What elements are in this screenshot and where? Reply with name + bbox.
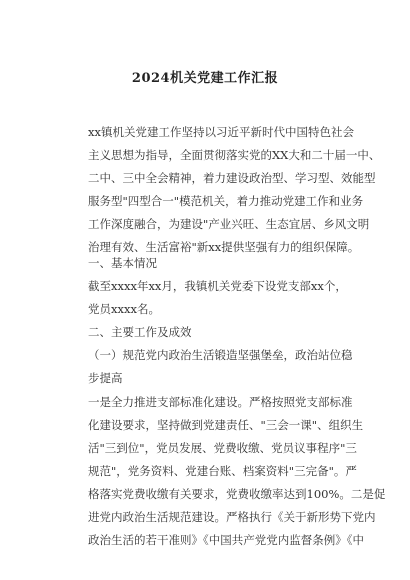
text-line: 化建设要求，坚持做到党建责任、"三会一课"、组织生 [88,418,364,432]
text-line: 主义思想为指导，全面贯彻落实党的XX大和二十届一中、 [88,148,381,162]
heading-line: 二、主要工作及成效 [88,325,192,339]
text-line: xx镇机关党建工作坚持以习近平新时代中国特色社会 [88,125,354,139]
intro-paragraph [88,121,381,259]
heading-line: 一、基本情况 [88,256,157,270]
section-heading-basic [88,252,350,275]
text-line: （一）规范党内政治生活锻造坚强堡垒，政治站位稳 [88,348,353,362]
text-line: 二中、三中全会精神，着力建设政治型、学习型、效能型 [88,171,376,185]
basic-info-paragraph [88,275,350,321]
text-line: 服务型"四型合一"模范机关，着力推动党建工作和业务 [88,194,364,208]
text-line: 党员xxxx名。 [88,302,160,316]
text-line: 规范"，党务资料、党建台账、档案资料"三完备"。严 [88,464,357,478]
text-line: 治理有效、生活富裕"新xx提供坚强有力的组织保障。 [88,240,360,254]
text-line: 工作深度融合，为建设"产业兴旺、生态宜居、乡风文明 [88,217,370,231]
section-heading-main-work [88,321,350,344]
text-line: 进党内政治生活规范建设。严格执行《关于新形势下党内 [88,510,376,524]
document-title: 2024机关党建工作汇报 [131,71,279,86]
text-line: 格落实党费收缴有关要求，党费收缴率达到100%。二是促 [88,487,386,501]
text-line: 政治生活的若干准则》《中国共产党党内监督条例》《中 [88,533,364,547]
subsection-heading-1 [88,344,353,390]
text-line: 一是全力推进支部标准化建设。严格按照党支部标准 [88,395,353,409]
text-line: 步提高 [88,371,123,385]
text-line: 截至xxxx年xx月，我镇机关党委下设党支部xx个， [88,279,347,293]
text-line: 活"三到位"，党员发展、党费收缴、党员议事程序"三 [88,441,357,455]
main-work-paragraph [88,391,386,552]
